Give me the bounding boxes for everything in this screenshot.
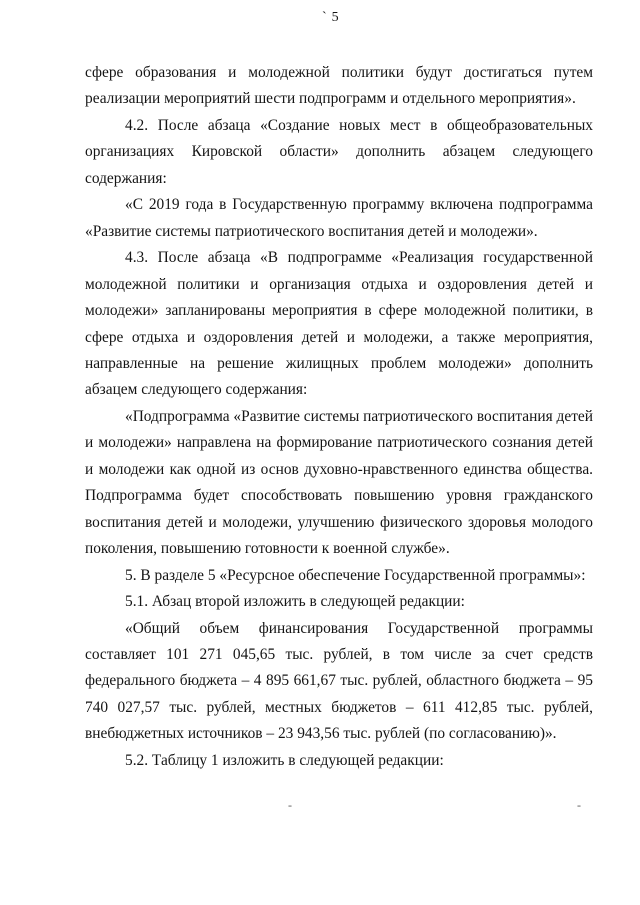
paragraph-4-2-quote: «С 2019 года в Государственную программу включена подпрограмма «Развитие системы патриотического воспитания детей и молодежи». bbox=[85, 196, 593, 240]
paragraph-4-3-quote: «Подпрограмма «Развитие системы патриотического воспитания детей и молодежи» направлена на формирование патриотического сознания детей и молодежи как одной из основ духовно-нравственного единства общества. Подпрограмма будет способствовать повышению уровня гражданского воспитания детей и молодежи, улучшению физического здоровья молодого поколения, повышению готовности к военной службе». bbox=[85, 407, 593, 558]
paragraph-5: 5. В разделе 5 «Ресурсное обеспечение Государственной программы»: bbox=[125, 566, 586, 584]
paragraph-4-3: 4.3. После абзаца «В подпрограмме «Реализация государственной молодежной политики и организация отдыха и оздоровления детей и молодежи» запланированы мероприятия в сфере молодежной политики, в сфере отдыха и оздоровления детей и молодежи, а также мероприятия, направленные на решение жилищных проблем молодежи» дополнить абзацем следующего содержания: bbox=[85, 249, 593, 399]
page-number bbox=[322, 10, 339, 26]
paragraph-5-1: 5.1. Абзац второй изложить в следующей редакции: bbox=[125, 593, 465, 611]
paragraph-5-2: 5.2. Таблицу 1 изложить в следующей редакции: bbox=[125, 751, 444, 769]
paragraph-continuation: сфере образования и молодежной политики будут достигаться путем реализации мероприятий шести подпрограмм и отдельного мероприятия». bbox=[85, 64, 593, 108]
paragraph-4-2: 4.2. После абзаца «Создание новых мест в общеобразовательных организациях Кировской области» дополнить абзацем следующего содержания: bbox=[85, 116, 593, 187]
footer-mark-right: - bbox=[577, 798, 581, 812]
page-number-value: 5 bbox=[331, 10, 339, 25]
page-number-mark: ` bbox=[322, 10, 327, 25]
document-body bbox=[85, 60, 593, 774]
footer-mark-left: - bbox=[288, 798, 292, 812]
paragraph-5-1-quote: «Общий объем финансирования Государственной программы составляет 101 271 045,65 тыс. рублей, в том числе за счет средств федерального бюджета – 4 895 661,67 тыс. рублей, областного бюджета – 95 740 027,57 тыс. рублей, местных бюджетов – 611 412,85 тыс. рублей, внебюджетных источников – 23 943,56 тыс. рублей (по согласованию)». bbox=[85, 619, 593, 743]
